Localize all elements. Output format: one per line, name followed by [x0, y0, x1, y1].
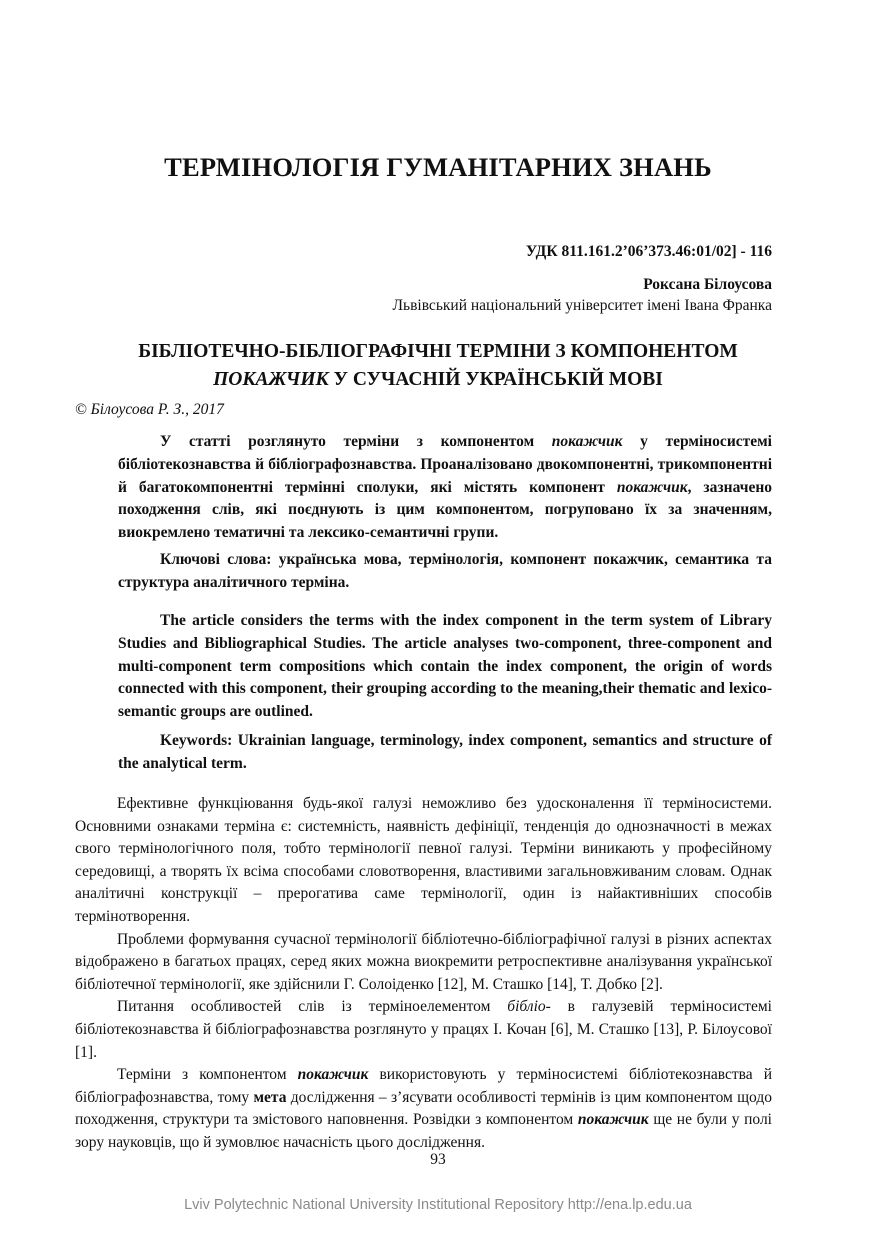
article-body — [75, 793, 772, 1155]
body-bold-italic-term: покажчик — [297, 1066, 369, 1084]
body-italic-term: бібліо- — [507, 998, 551, 1016]
body-text-part: в галузевій терміносистемі бібліотекознавства й бібліографознавства розглянуто у працях І. Кочан [6], М. Сташко [13], Р. Білоусової [1]. — [75, 998, 772, 1061]
section-title: ТЕРМІНОЛОГІЯ ГУМАНІТАРНИХ ЗНАНЬ — [164, 152, 712, 182]
body-text-part: використовують у терміносистемі бібліотекознавства й бібліографознавства, тому — [75, 1066, 772, 1106]
body-text-part: ще не були у полі зору науковців, що й зумовлює начасність цього дослідження. — [75, 1111, 772, 1151]
article-title — [0, 338, 876, 394]
abstract-ukrainian-text — [118, 431, 772, 545]
abstract-uk-part: У статті розглянуто терміни з компонентом — [160, 433, 552, 450]
repository-footer: Lviv Polytechnic National University Institutional Repository http://ena.lp.edu.ua — [184, 1197, 692, 1213]
body-paragraph-3 — [75, 996, 772, 1064]
body-bold-term: мета — [253, 1088, 287, 1106]
author-affiliation: Львівський національний університет імені Івана Франка — [392, 297, 772, 314]
author-name: Роксана Білоусова — [643, 276, 772, 293]
abstract-english — [118, 610, 772, 724]
body-text-part: Питання особливостей слів із терміноелементом — [117, 998, 508, 1016]
article-title-italic-term: ПОКАЖЧИК — [213, 369, 329, 390]
abstract-uk-term: покажчик — [551, 433, 623, 450]
article-title-line-2 — [0, 366, 876, 394]
body-bold-italic-term: покажчик — [577, 1111, 649, 1129]
abstract-uk-part: у терміносистемі бібліотекознавства й бібліографознавства. Проаналізовано двокомпонентні, трикомпонентні й багатокомпонентні термінні сполуки, які містять компонент — [118, 433, 772, 496]
article-title-line-1: БІБЛІОТЕЧНО-БІБЛІОГРАФІЧНІ ТЕРМІНИ З КОМПОНЕНТОМ — [138, 341, 738, 362]
article-title-line-2-rest: У СУЧАСНІЙ УКРАЇНСЬКІЙ МОВІ — [328, 369, 663, 390]
body-text-part: Терміни з компонентом — [117, 1066, 298, 1084]
abstract-uk-part: , зазначено походження слів, які поєднують із цим компонентом, погруповано їх за значенням, виокремлено тематичні та лексико-семантичні групи. — [118, 478, 773, 542]
body-paragraph-1: Ефективне функціювання будь-якої галузі неможливо без удосконалення її терміносистеми. Основними ознаками терміна є: системність, наявність дефініції, тенденція до однозначності в межах свого термінологічного поля, тобто термінології певної галузі. Терміни виникають у професійному середовищі, а творять їх всіма способами словотворення, властивими загальновживаним словам. Однак аналітичні конструкції – прерогатива саме термінології, один із найактивніших способів термінотворення. — [75, 795, 772, 925]
abstract-ukrainian — [118, 431, 772, 545]
abstract-uk-term: покажчик — [616, 478, 688, 496]
body-paragraph-2: Проблеми формування сучасної термінології бібліотечно-бібліографічної галузі в різних аспектах відображено в багатьох працях, серед яких можна виокремити ретроспективне аналізування української бібліотечної термінології, яке здійснили Г. Солоіденко [12], М. Сташко [14], Т. Добко [2]. — [75, 930, 772, 993]
keywords-english-text: Keywords: Ukrainian language, terminology, index component, semantics and structure of the analytical term. — [118, 732, 772, 772]
abstract-english-text: The article considers the terms with the index component in the term system of Library Studies and Bibliographical Studies. The article analyses two-component, three-component and multi-component term compositions which contain the index component, the origin of words connected with this component, their grouping according to the meaning,their thematic and lexico-semantic groups are outlined. — [118, 612, 772, 721]
body-text-part: дослідження – з’ясувати особливості термінів із цим компонентом щодо походження, структури та змістового наповнення. Розвідки з компонентом — [75, 1088, 772, 1129]
keywords-english — [118, 730, 772, 776]
keywords-ukrainian — [118, 549, 772, 595]
body-paragraph-4 — [75, 1064, 772, 1154]
udk-code: УДК 811.161.2’06’373.46:01/02] - 116 — [525, 243, 772, 260]
page-number: 93 — [430, 1151, 446, 1168]
keywords-ukrainian-text: Ключові слова: українська мова, термінологія, компонент покажчик, семантика та структура аналітичного терміна. — [118, 551, 772, 591]
copyright-notice: © Білоусова Р. З., 2017 — [75, 401, 224, 418]
